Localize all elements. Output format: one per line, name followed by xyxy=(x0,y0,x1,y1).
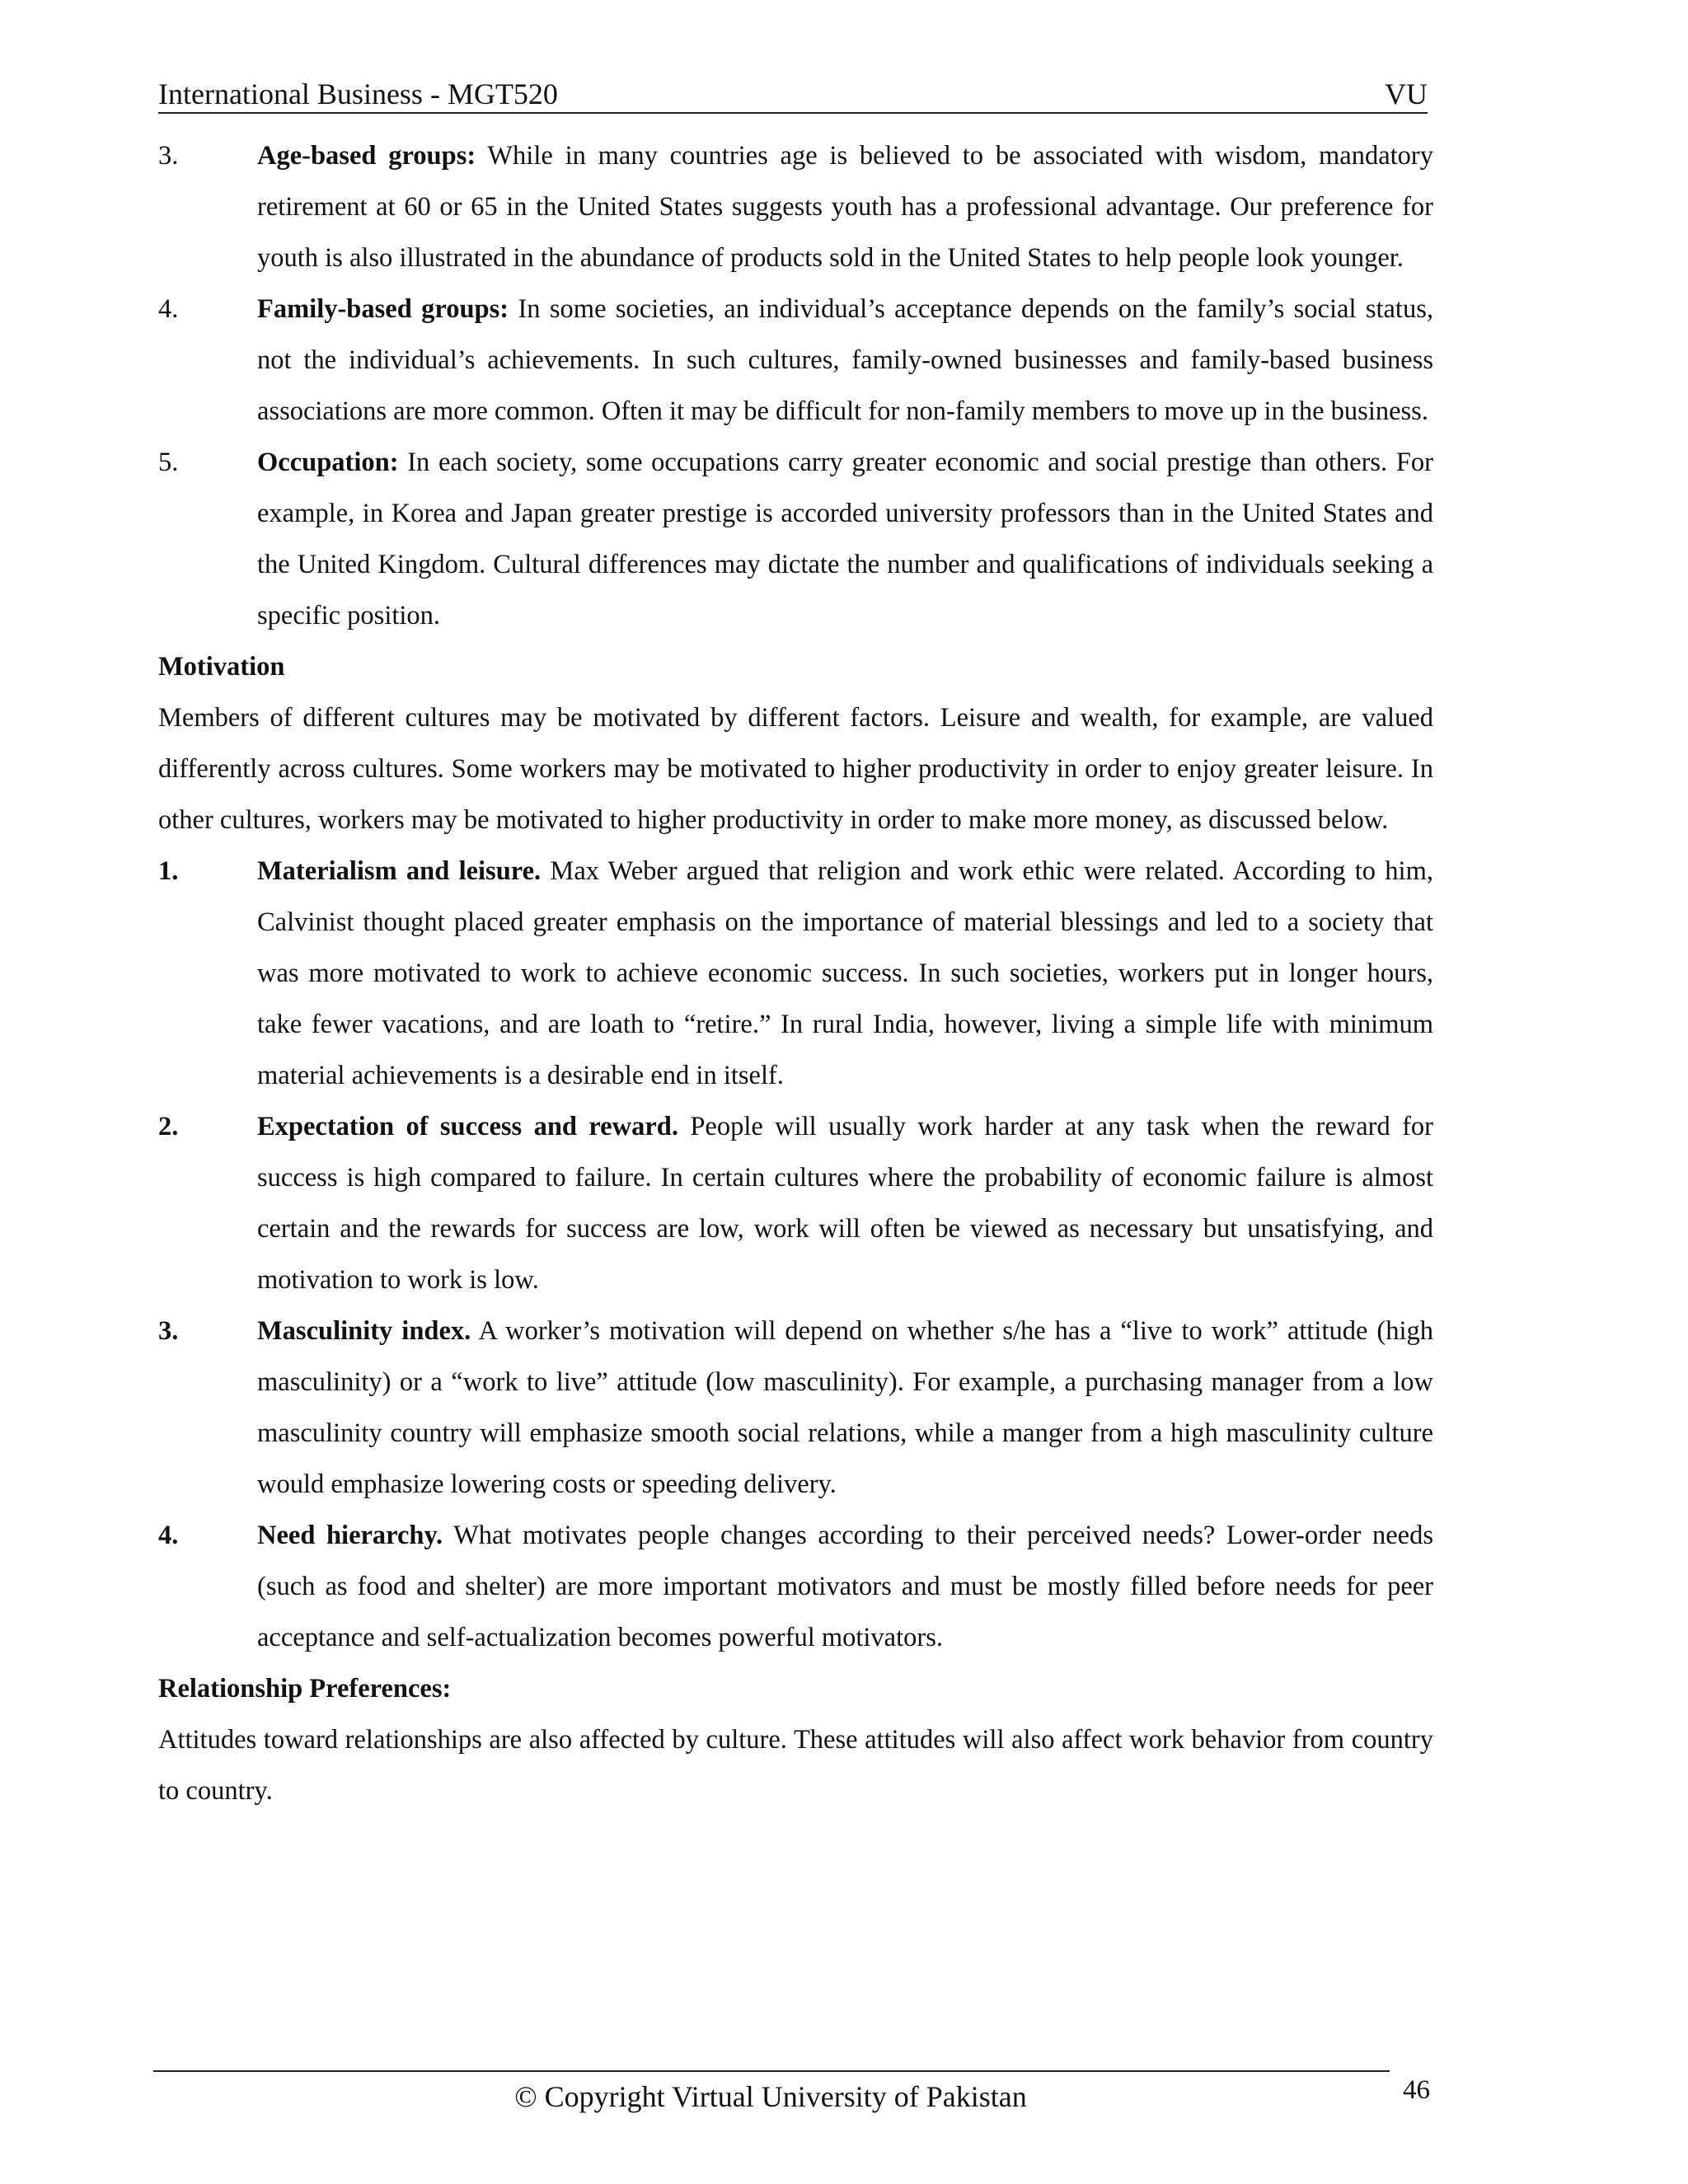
list-text: Max Weber argued that religion and work ethic were related. According to him, Calvinist thought placed greater emphasis on the importance of material blessings and led to a society that was more motivated to work to achieve economic success. In such societies, workers put in longer hours, take fewer vacations, and are loath to “retire.” In rural India, however, living a simple life with minimum material achievements is a desirable end in itself. xyxy=(257,856,1433,1090)
list-body xyxy=(257,437,1433,641)
list-number: 5. xyxy=(158,448,179,477)
list-number: 3. xyxy=(158,1316,179,1346)
page-number: 46 xyxy=(1403,2075,1430,2105)
list-text: In some societies, an individual’s acceptance depends on the family’s social status, not the individual’s achievements. In such cultures, family-owned businesses and family-based business associations are more common. Often it may be difficult for non-family members to move up in the business. xyxy=(257,294,1433,426)
list-number: 1. xyxy=(158,856,179,886)
list-item xyxy=(158,1510,1433,1663)
list-item xyxy=(158,846,1433,1101)
section-heading-relationship: Relationship Preferences: xyxy=(158,1674,452,1704)
header-institution: VU xyxy=(1385,77,1428,110)
list-number: 4. xyxy=(158,294,179,324)
list-term: Materialism and leisure. xyxy=(257,856,542,886)
header-title: International Business - MGT520 xyxy=(158,77,558,110)
motivation-intro: Members of different cultures may be motivated by different factors. Leisure and wealth, for example, are valued differently across cultures. Some workers may be motivated to higher productivity in order to enjoy greater leisure. In other cultures, workers may be motivated to higher productivity in order to make more money, as discussed below. xyxy=(158,703,1433,835)
list-number: 3. xyxy=(158,141,179,171)
list-item xyxy=(158,284,1433,437)
list-item xyxy=(158,437,1433,641)
list-text: In each society, some occupations carry greater economic and social prestige than others. For example, in Korea and Japan greater prestige is accorded university professors than in the United States and the United Kingdom. Cultural differences may dictate the number and qualifications of individuals seeking a specific position. xyxy=(257,448,1433,630)
list-number: 4. xyxy=(158,1521,179,1550)
list-body xyxy=(257,1305,1433,1510)
list-item xyxy=(158,1101,1433,1305)
list-term: Occupation: xyxy=(257,448,399,477)
list-number: 2. xyxy=(158,1112,179,1141)
list-item xyxy=(158,130,1433,284)
list-term: Age-based groups: xyxy=(257,141,476,171)
page-content xyxy=(158,130,1433,1816)
list-body xyxy=(257,1510,1433,1663)
list-body xyxy=(257,130,1433,284)
list-text: What motivates people changes according to their perceived needs? Lower-order needs (such as food and shelter) are more important motivators and must be mostly filled before needs for peer acceptance and self-actualization becomes powerful motivators. xyxy=(257,1521,1433,1652)
list-term: Family-based groups: xyxy=(257,294,509,324)
list-body xyxy=(257,846,1433,1101)
footer-copyright: © Copyright Virtual University of Pakistan xyxy=(514,2080,1027,2113)
list-item xyxy=(158,1305,1433,1510)
list-body xyxy=(257,1101,1433,1305)
list-term: Need hierarchy. xyxy=(257,1521,443,1550)
list-term: Masculinity index. xyxy=(257,1316,471,1346)
relationship-text: Attitudes toward relationships are also affected by culture. These attitudes will also affect work behavior from country to country. xyxy=(158,1725,1433,1806)
list-text: While in many countries age is believed to be associated with wisdom, mandatory retirement at 60 or 65 in the United States suggests youth has a professional advantage. Our preference for youth is also illustrated in the abundance of products sold in the United States to help people look younger. xyxy=(257,141,1433,273)
list-text: A worker’s motivation will depend on whether s/he has a “live to work” attitude (high masculinity) or a “work to live” attitude (low masculinity). For example, a purchasing manager from a low masculinity country will emphasize smooth social relations, while a manger from a high masculinity culture would emphasize lowering costs or speeding delivery. xyxy=(257,1316,1433,1499)
list-term: Expectation of success and reward. xyxy=(257,1112,678,1141)
footer-divider xyxy=(153,2070,1390,2072)
list-text: People will usually work harder at any task when the reward for success is high compared to failure. In certain cultures where the probability of economic failure is almost certain and the rewards for success are low, work will often be viewed as necessary but unsatisfying, and motivation to work is low. xyxy=(257,1112,1433,1295)
list-body xyxy=(257,284,1433,437)
page-header xyxy=(158,76,1428,114)
section-heading-motivation: Motivation xyxy=(158,652,285,682)
